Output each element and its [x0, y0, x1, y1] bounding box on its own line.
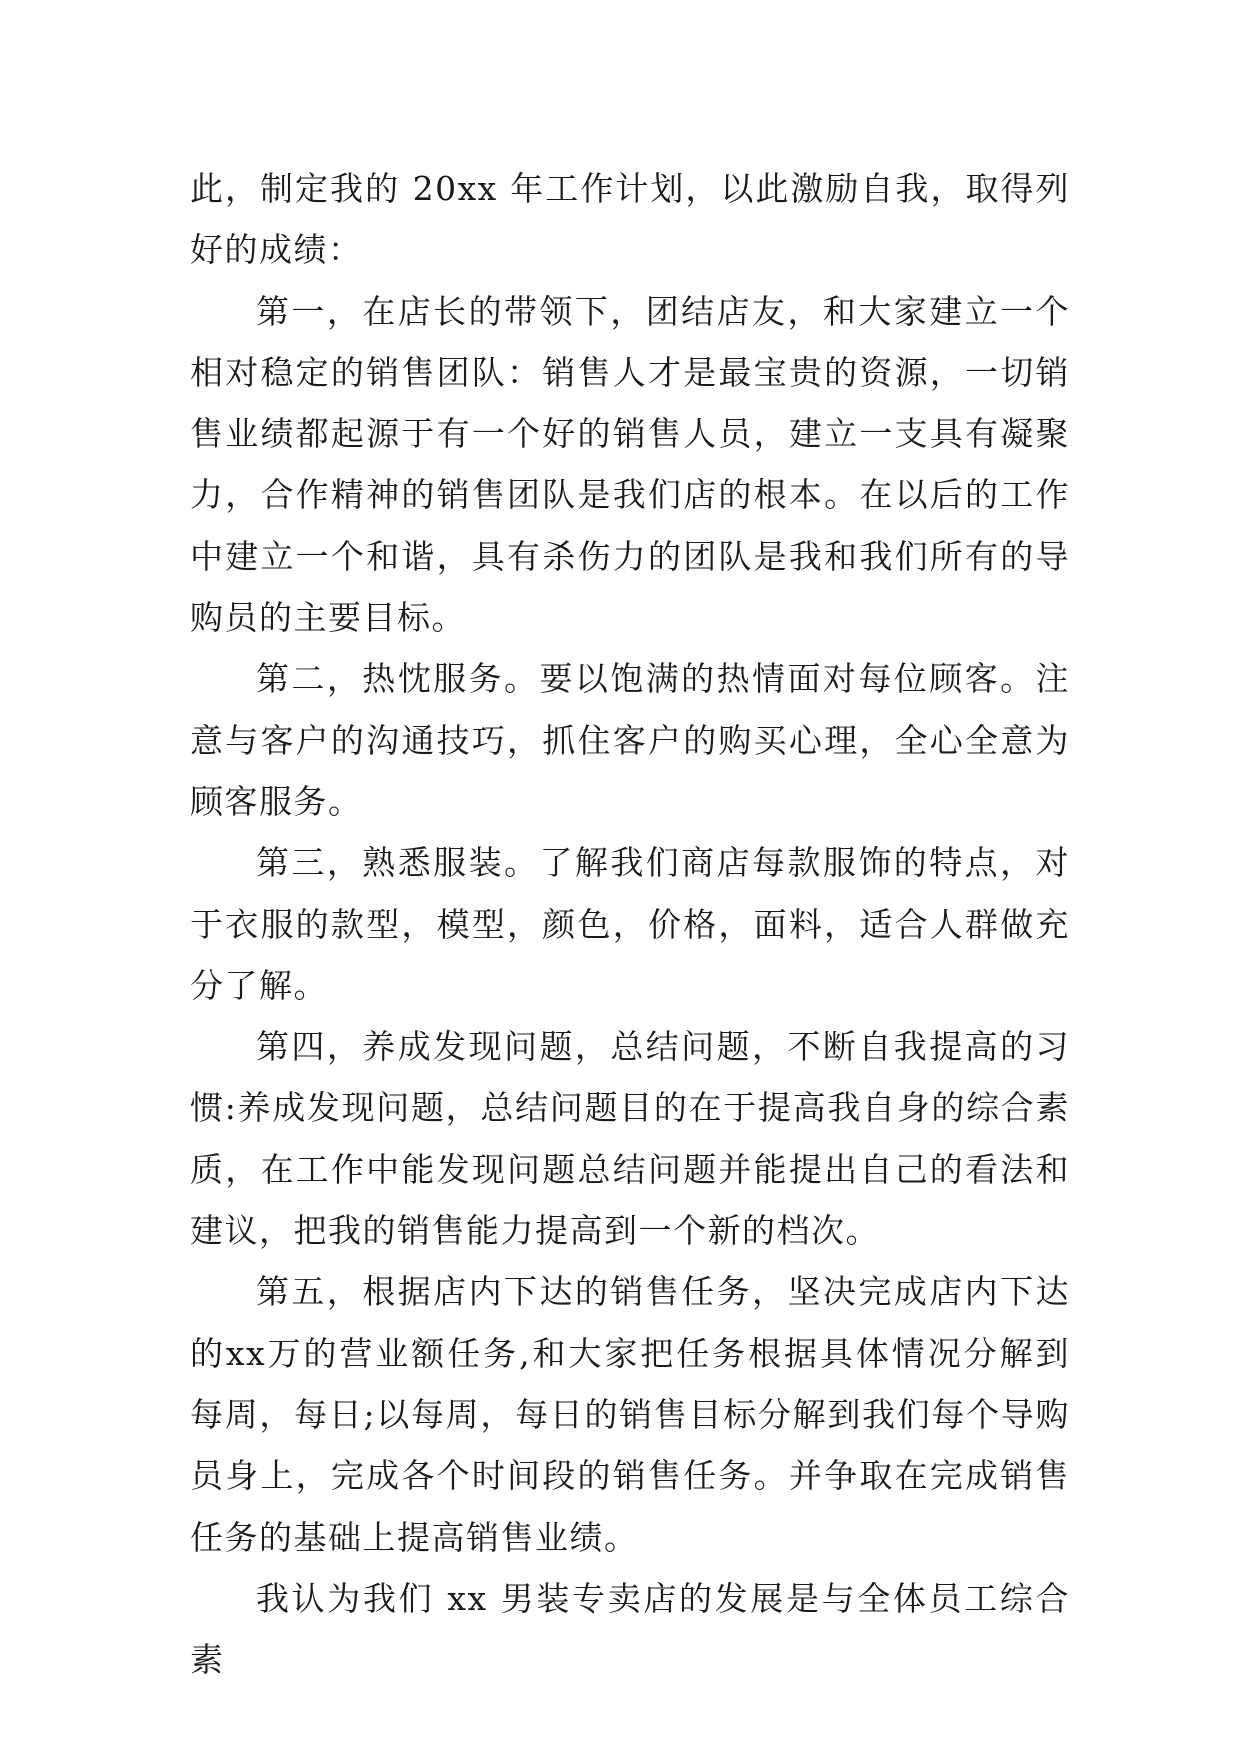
document-body — [190, 158, 1070, 1690]
paragraph-point-one: 第一，在店长的带领下，团结店友，和大家建立一个相对稳定的销售团队：销售人才是最宝贵的资源，一切销售业绩都起源于有一个好的销售人员，建立一支具有凝聚力，合作精神的销售团队是我们店的根本。在以后的工作中建立一个和谐，具有杀伤力的团队是我和我们所有的导购员的主要目标。 — [190, 291, 1070, 638]
paragraph-intro-continuation: 此，制定我的 20xx 年工作计划，以此激励自我，取得列好的成绩： — [190, 169, 1070, 270]
paragraph-closing: 我认为我们 xx 男装专卖店的发展是与全体员工综合素 — [190, 1578, 1070, 1680]
paragraph-point-three: 第三，熟悉服装。了解我们商店每款服饰的特点，对于衣服的款型，模型，颜色，价格，面料，适合人群做充分了解。 — [190, 843, 1070, 1005]
paragraph-point-five: 第五，根据店内下达的销售任务，坚决完成店内下达的xx万的营业额任务,和大家把任务根据具体情况分解到每周，每日;以每周，每日的销售目标分解到我们每个导购员身上，完成各个时间段的销售任务。并争取在完成销售任务的基础上提高销售业绩。 — [190, 1272, 1070, 1557]
paragraph-point-four: 第四，养成发现问题，总结问题，不断自我提高的习惯:养成发现问题，总结问题目的在于提高我自身的综合素质，在工作中能发现问题总结问题并能提出自己的看法和建议，把我的销售能力提高到一个新的档次。 — [190, 1027, 1070, 1251]
paragraph-point-two: 第二，热忱服务。要以饱满的热情面对每位顾客。注意与客户的沟通技巧，抓住客户的购买心理，全心全意为顾客服务。 — [190, 659, 1070, 821]
